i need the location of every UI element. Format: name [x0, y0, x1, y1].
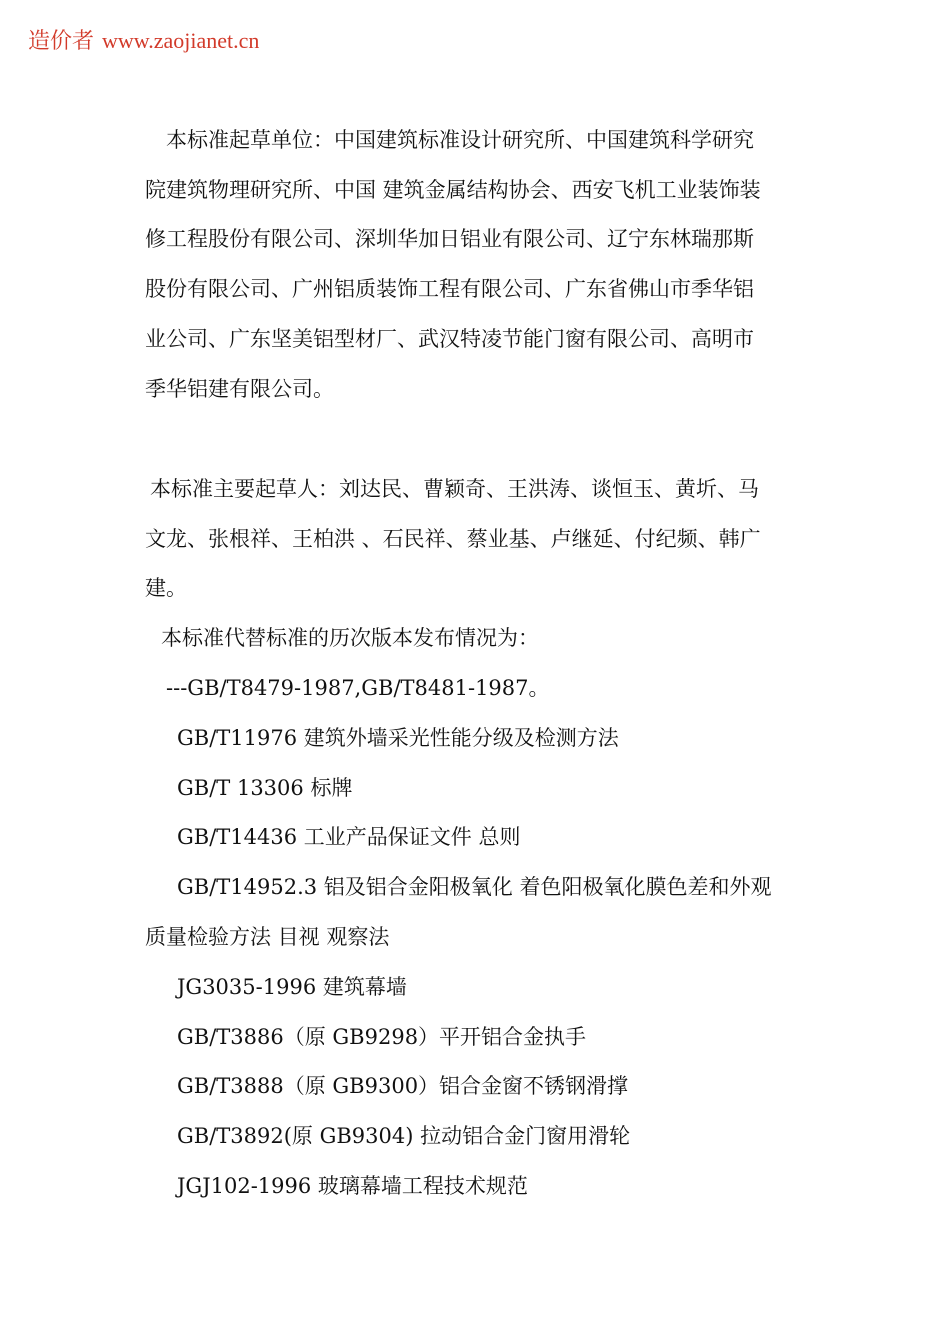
drafting-units-line-1: 本标准起草单位：中国建筑标准设计研究所、中国建筑科学研究 [166, 128, 754, 152]
drafting-units-line-3: 修工程股份有限公司、深圳华加日铝业有限公司、辽宁东林瑞那斯 [145, 227, 754, 251]
reference-item: GB/T3892(原 GB9304) 拉动铝合金门窗用滑轮 [177, 1124, 631, 1148]
drafting-units-line-5: 业公司、广东坚美铝型材厂、武汉特凌节能门窗有限公司、高明市 [145, 327, 754, 351]
drafters-line-2: 文龙、张根祥、王柏洪 、石民祥、蔡业基、卢继延、付纪频、韩广 [145, 527, 761, 551]
drafting-units-line-2: 院建筑物理研究所、中国 建筑金属结构协会、西安飞机工业装饰装 [145, 178, 761, 202]
watermark-url: www.zaojianet.cn [102, 28, 260, 53]
reference-item: JGJ102-1996 玻璃幕墙工程技术规范 [177, 1174, 528, 1198]
drafting-units-line-4: 股份有限公司、广州铝质装饰工程有限公司、广东省佛山市季华铝 [145, 277, 754, 301]
watermark-text: 造价者 [28, 29, 95, 54]
drafters-line-3: 建。 [145, 576, 187, 600]
reference-item: GB/T14436 工业产品保证文件 总则 [177, 825, 521, 849]
reference-item: GB/T3886（原 GB9298）平开铝合金执手 [177, 1025, 587, 1049]
reference-item-continuation: 质量检验方法 目视 观察法 [145, 925, 390, 949]
reference-item: GB/T14952.3 铝及铝合金阳极氧化 着色阳极氧化膜色差和外观 [177, 875, 772, 899]
history-intro: 本标准代替标准的历次版本发布情况为： [161, 626, 539, 650]
drafting-units-line-6: 季华铝建有限公司。 [145, 377, 334, 401]
reference-item: GB/T11976 建筑外墙采光性能分级及检测方法 [177, 726, 619, 750]
reference-item: GB/T 13306 标牌 [177, 776, 353, 800]
drafters-line-1: 本标准主要起草人：刘达民、曹颖奇、王洪涛、谈恒玉、黄圻、马 [150, 477, 759, 501]
history-line: ---GB/T8479-1987,GB/T8481-1987。 [166, 676, 550, 700]
reference-item: GB/T3888（原 GB9300）铝合金窗不锈钢滑撑 [177, 1074, 629, 1098]
reference-item: JG3035-1996 建筑幕墙 [177, 975, 407, 999]
watermark [28, 24, 259, 59]
